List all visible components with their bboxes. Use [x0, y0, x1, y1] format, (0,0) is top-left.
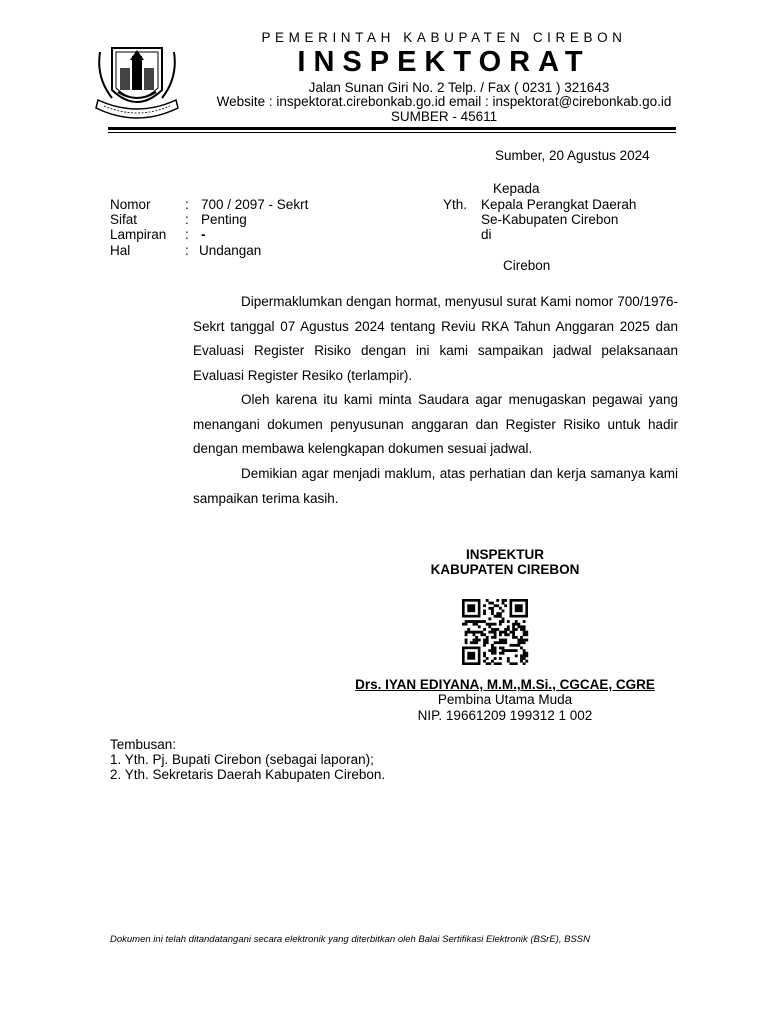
recipient-line1: Kepala Perangkat Daerah [481, 197, 637, 212]
meta-sep: : [185, 227, 189, 242]
meta-value: - [201, 227, 206, 242]
meta-label: Nomor [110, 197, 151, 212]
letterhead-city: SUMBER - 45611 [390, 109, 498, 124]
e-signature-footer: Dokumen ini telah ditandatangani secara elektronik yang diterbitkan oleh Balai Sertifikasi Elektronik (BSrE), BSSN [110, 934, 590, 945]
body-paragraph-2 [193, 388, 678, 462]
meta-sep: : [185, 243, 189, 258]
meta-sep: : [185, 212, 189, 227]
body-paragraph-1 [193, 290, 678, 388]
letterhead-address: Jalan Sunan Giri No. 2 Telp. / Fax ( 0231 ) 321643 [308, 80, 610, 95]
letterhead-agency: INSPEKTORAT [297, 46, 591, 78]
signatory-nip: NIP. 19661209 199312 1 002 [417, 708, 593, 723]
signatory-name: Drs. IYAN EDIYANA, M.M.,M.Si., CGCAE, CGRE [355, 677, 655, 692]
meta-sep: : [185, 197, 189, 212]
body-text: Dipermaklumkan dengan hormat, menyusul surat Kami nomor 700/1976-Sekrt tanggal 07 Agustus 2024 tentang Reviu RKA Tahun Anggaran 2025 dan Evaluasi Register Risiko dengan ini kami sampaikan jadwal pelaksanaan Evaluasi Register Resiko (terlampir). [193, 294, 678, 383]
meta-value: Undangan [199, 243, 262, 258]
letter-date: Sumber, 20 Agustus 2024 [495, 148, 650, 163]
recipient-di: di [481, 227, 492, 242]
recipient-place: Cirebon [503, 258, 551, 273]
meta-label: Hal [110, 243, 131, 258]
signature-title: INSPEKTUR [465, 547, 544, 562]
meta-label: Sifat [110, 212, 138, 227]
tembusan-item: 1. Yth. Pj. Bupati Cirebon (sebagai laporan); [110, 752, 374, 767]
tembusan-title: Tembusan: [110, 737, 177, 752]
signature-subtitle: KABUPATEN CIREBON [430, 562, 580, 577]
recipient-kepada: Kepada [493, 181, 540, 196]
signatory-rank: Pembina Utama Muda [437, 692, 573, 707]
body-text: Oleh karena itu kami minta Saudara agar menugaskan pegawai yang menangani dokumen penyusunan anggaran dan Register Risiko untuk hadir dengan membawa kelengkapan dokumen sesuai jadwal. [193, 392, 678, 456]
letterhead-divider-thin [108, 132, 676, 133]
tembusan-item: 2. Yth. Sekretaris Daerah Kabupaten Cirebon. [110, 767, 386, 782]
meta-value: 700 / 2097 - Sekrt [201, 197, 309, 212]
meta-value: Penting [201, 212, 247, 227]
letterhead-website: Website : inspektorat.cirebonkab.go.id email : inspektorat@cirebonkab.go.id [216, 94, 672, 109]
recipient-yth: Yth. [443, 197, 468, 212]
body-paragraph-3 [193, 462, 678, 511]
letterhead-divider [108, 127, 676, 130]
qr-code-icon [462, 599, 530, 665]
meta-label: Lampiran [110, 227, 167, 242]
letterhead-government: PEMERINTAH KABUPATEN CIREBON [261, 30, 627, 45]
recipient-line2: Se-Kabupaten Cirebon [481, 212, 619, 227]
body-text: Demikian agar menjadi maklum, atas perhatian dan kerja samanya kami sampaikan terima kasih. [193, 466, 678, 506]
